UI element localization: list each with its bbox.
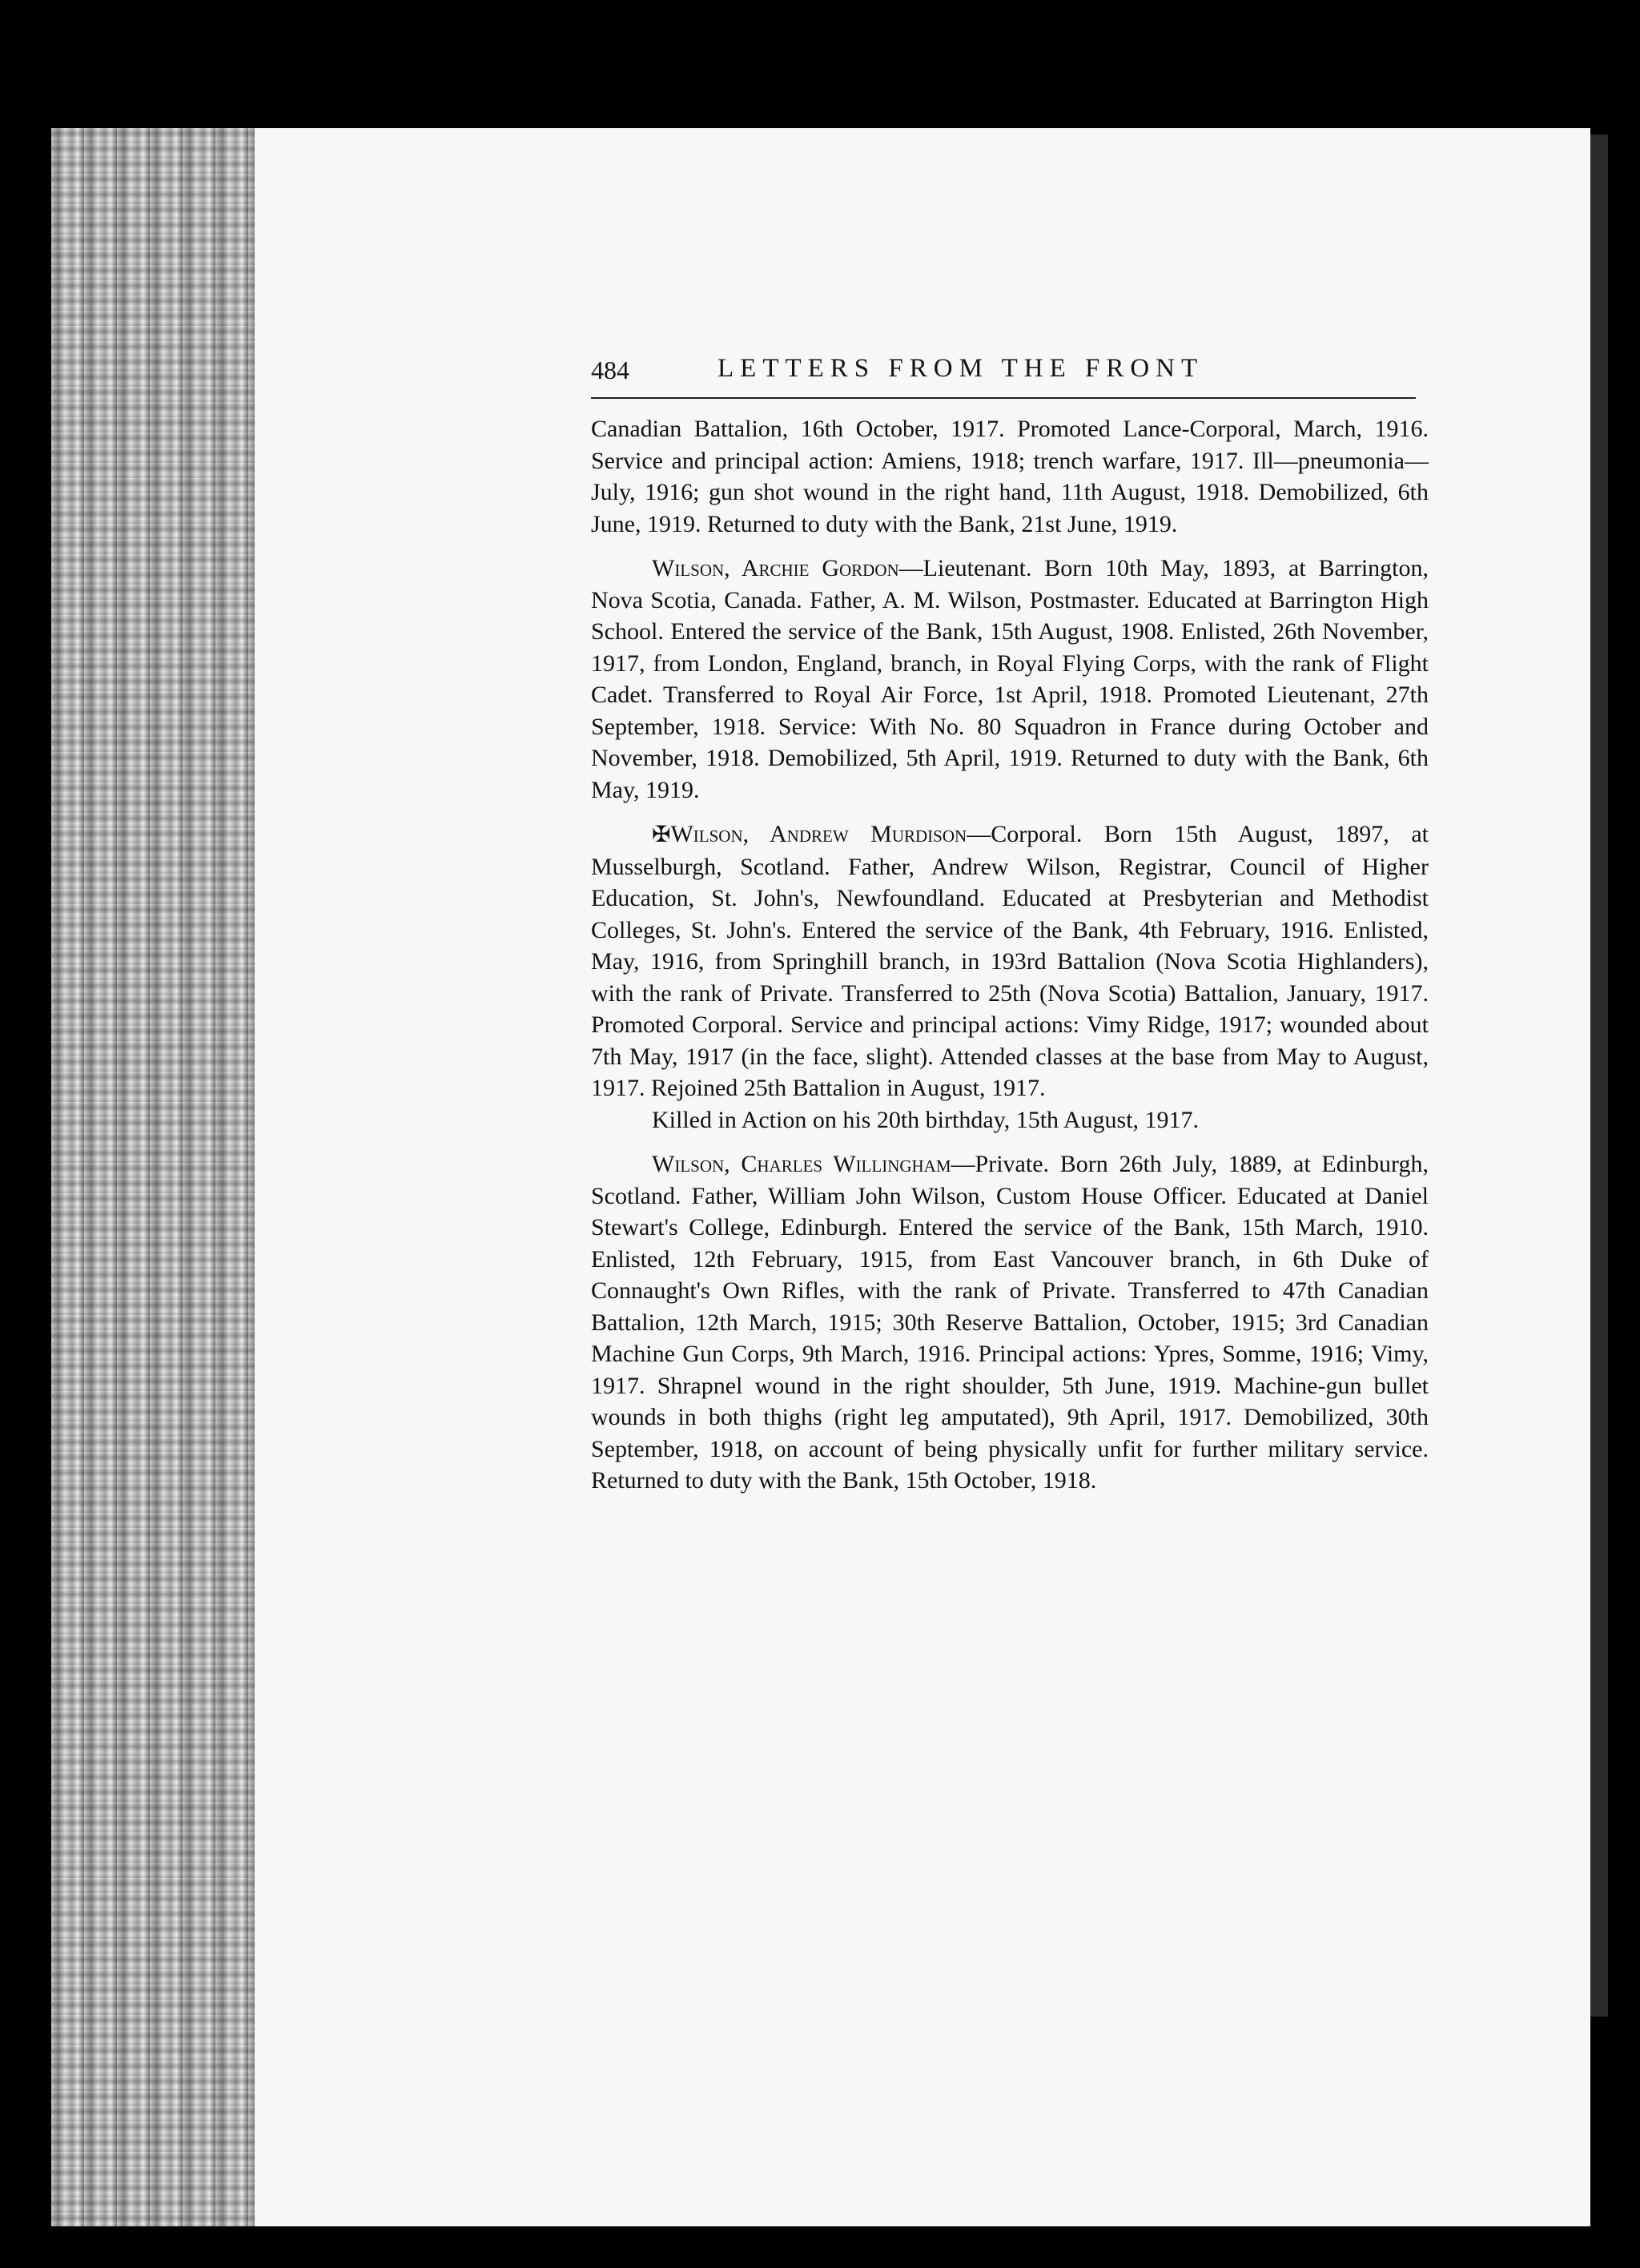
page-number: 484	[591, 356, 629, 384]
killed-in-action-note	[591, 1104, 1429, 1136]
page-body	[591, 413, 1429, 1497]
entry-note: Killed in Action on his 20th birthday, 15th August, 1917.	[652, 1106, 1200, 1133]
entry-name: Wilson, Charles Willingham	[652, 1151, 951, 1177]
entry-rank: —Lieutenant.	[898, 555, 1032, 581]
entry-text: Born 10th May, 1893, at Barrington, Nova Scotia, Canada. Father, A. M. Wilson, Postmaster. Educated at Barrington High School. Entered the service of the Bank, 15th August, 1908. Enlisted, 26th November, 1917, from London, England, branch, in Royal Flying Corps, with the rank of Flight Cadet. Transferred to Royal Air Force, 1st April, 1918. Promoted Lieutenant, 27th September, 1918. Service: With No. 80 Squadron in France during October and November, 1918. Demobilized, 5th April, 1919. Returned to duty with the Bank, 6th May, 1919.	[591, 555, 1429, 803]
entry-text: Born 26th July, 1889, at Edinburgh, Scotland. Father, William John Wilson, Custom House Officer. Educated at Daniel Stewart's College, Edinburgh. Entered the service of the Bank, 15th March, 1910. Enlisted, 12th February, 1915, from East Vancouver branch, in 6th Duke of Connaught's Own Rifles, with the rank of Private. Transferred to 47th Canadian Battalion, 12th March, 1915; 30th Reserve Battalion, October, 1915; 3rd Canadian Machine Gun Corps, 9th March, 1916. Principal actions: Ypres, Somme, 1916; Vimy, 1917. Shrapnel wound in the right shoulder, 5th June, 1919. Machine-gun bullet wounds in both thighs (right leg amputated), 9th April, 1917. Demobilized, 30th September, 1918, on account of being physically unfit for further military service. Returned to duty with the Bank, 15th October, 1918.	[591, 1151, 1429, 1494]
page-header	[591, 352, 1416, 399]
facing-page-edge	[1590, 135, 1608, 2017]
entry-rank: —Corporal.	[967, 821, 1083, 847]
entry-rank: —Private.	[951, 1151, 1050, 1177]
entry-wilson-andrew-murdison	[591, 818, 1429, 1104]
running-title: LETTERS FROM THE FRONT	[718, 354, 1204, 383]
book-page-edges	[51, 128, 259, 2226]
entry-wilson-charles-willingham	[591, 1148, 1429, 1497]
cross-icon: ✠	[652, 822, 671, 847]
entry-text: Canadian Battalion, 16th October, 1917. Promoted Lance-Corporal, March, 1916. Service and principal action: Amiens, 1918; trench warfare, 1917. Ill—pneumonia—July, 1916; gun shot wound in the right hand, 11th August, 1918. Demobilized, 6th June, 1919. Returned to duty with the Bank, 21st June, 1919.	[591, 416, 1429, 537]
entry-name: Wilson, Archie Gordon	[652, 555, 899, 581]
entry-text: Born 15th August, 1897, at Musselburgh, Scotland. Father, Andrew Wilson, Registrar, Council of Higher Education, St. John's, Newfoundland. Educated at Presbyterian and Methodist Colleges, St. John's. Entered the service of the Bank, 4th February, 1916. Enlisted, May, 1916, from Springhill branch, in 193rd Battalion (Nova Scotia Highlanders), with the rank of Private. Transferred to 25th (Nova Scotia) Battalion, January, 1917. Promoted Corporal. Service and principal actions: Vimy Ridge, 1917; wounded about 7th May, 1917 (in the face, slight). Attended classes at the base from May to August, 1917. Rejoined 25th Battalion in August, 1917.	[591, 821, 1429, 1101]
entry-continuation	[591, 413, 1429, 540]
entry-name: Wilson, Andrew Murdison	[670, 821, 967, 847]
entry-wilson-archie-gordon	[591, 553, 1429, 806]
